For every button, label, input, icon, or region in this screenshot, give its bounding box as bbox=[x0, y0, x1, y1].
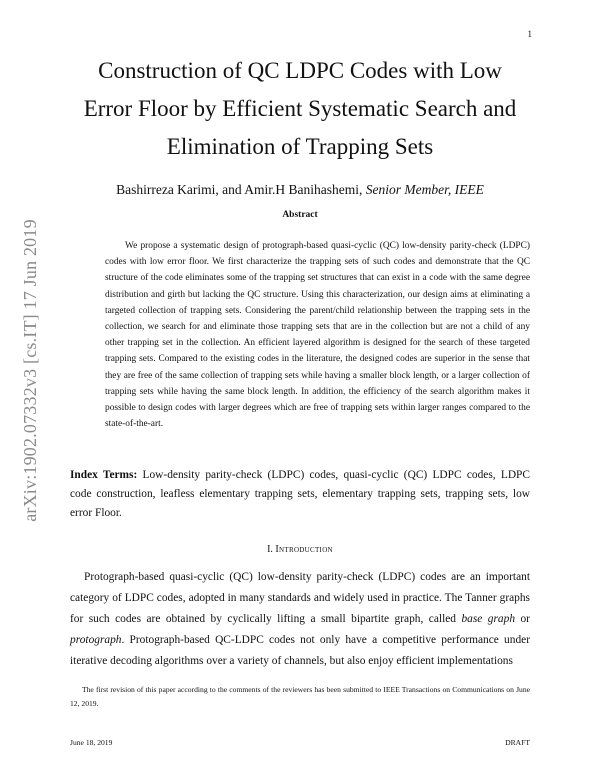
author-list bbox=[70, 182, 530, 198]
title-line-1: Construction of QC LDPC Codes with Low bbox=[98, 58, 502, 83]
footnote: The first revision of this paper according to the comments of the reviewers has been submitted to IEEE Transactions on Communications on June 12, 2019. bbox=[70, 685, 530, 708]
section-number: I. bbox=[267, 544, 276, 555]
title-line-2: Error Floor by Efficient Systematic Search and bbox=[83, 96, 517, 121]
intro-text-3: . Protograph-based QC-LDPC codes not only have a competitive performance under iterative decoding algorithms over a variety of channels, but also enjoy efficient implementations bbox=[70, 634, 530, 667]
title-line-3: Elimination of Trapping Sets bbox=[166, 134, 434, 159]
arxiv-stamp bbox=[20, 200, 40, 540]
intro-text-1: Protograph-based quasi-cyclic (QC) low-density parity-check (LDPC) codes are an important category of LDPC codes, adopted in many standards and widely used in practice. The Tanner graphs for such codes are obtained by cyclically lifting a small bipartite graph, called bbox=[70, 571, 530, 625]
index-terms-label: Index Terms: bbox=[70, 469, 138, 481]
abstract-body: We propose a systematic design of protograph-based quasi-cyclic (QC) low-density parity-check (LDPC) codes with low error floor. We first characterize the trapping sets of such codes and demonstrate that the QC structure of the code eliminates some of the trapping set structures that can exist in a code with the same degree distribution and girth but lacking the QC structure. Using this characterization, our design aims at eliminating a targeted collection of trapping sets. Considering the parent/child relationship between the trapping sets in the collection, we search for and eliminate those trapping sets that are in the collection but are not a child of any other trapping set in the collection. An efficient layered algorithm is designed for the search of these targeted trapping sets. Compared to the existing codes in the literature, the designed codes are superior in the sense that they are free of the same collection of trapping sets while having a smaller block length, or a larger collection of trapping sets while having the same block length. In addition, the efficiency of the search algorithm makes it possible to design codes with larger degrees which are free of trapping sets within larger ranges compared to the state-of-the-art. bbox=[105, 241, 530, 430]
page-number: 1 bbox=[527, 29, 532, 39]
footer-date: June 18, 2019 bbox=[70, 738, 113, 747]
section-title: Introduction bbox=[275, 544, 333, 555]
index-terms-text: Low-density parity-check (LDPC) codes, quasi-cyclic (QC) LDPC codes, LDPC code construction, leafless elementary trapping sets, elementary trapping sets, trapping sets, low error Floor. bbox=[70, 469, 530, 519]
intro-text-2: or bbox=[515, 613, 530, 625]
intro-term-base-graph: base graph bbox=[461, 613, 516, 625]
abstract-heading: Abstract bbox=[282, 210, 318, 220]
intro-paragraph bbox=[70, 567, 530, 672]
section-heading bbox=[70, 544, 530, 555]
index-terms bbox=[70, 466, 530, 523]
footer-draft: DRAFT bbox=[505, 738, 530, 747]
paper-title bbox=[60, 52, 540, 166]
intro-term-protograph: protograph bbox=[70, 634, 122, 646]
author-names: Bashirreza Karimi, and Amir.H Banihashemi, bbox=[116, 182, 366, 197]
author-designation: Senior Member, IEEE bbox=[365, 182, 484, 197]
arxiv-stamp-text: arXiv:1902.07332v3 [cs.IT] 17 Jun 2019 bbox=[19, 218, 40, 522]
